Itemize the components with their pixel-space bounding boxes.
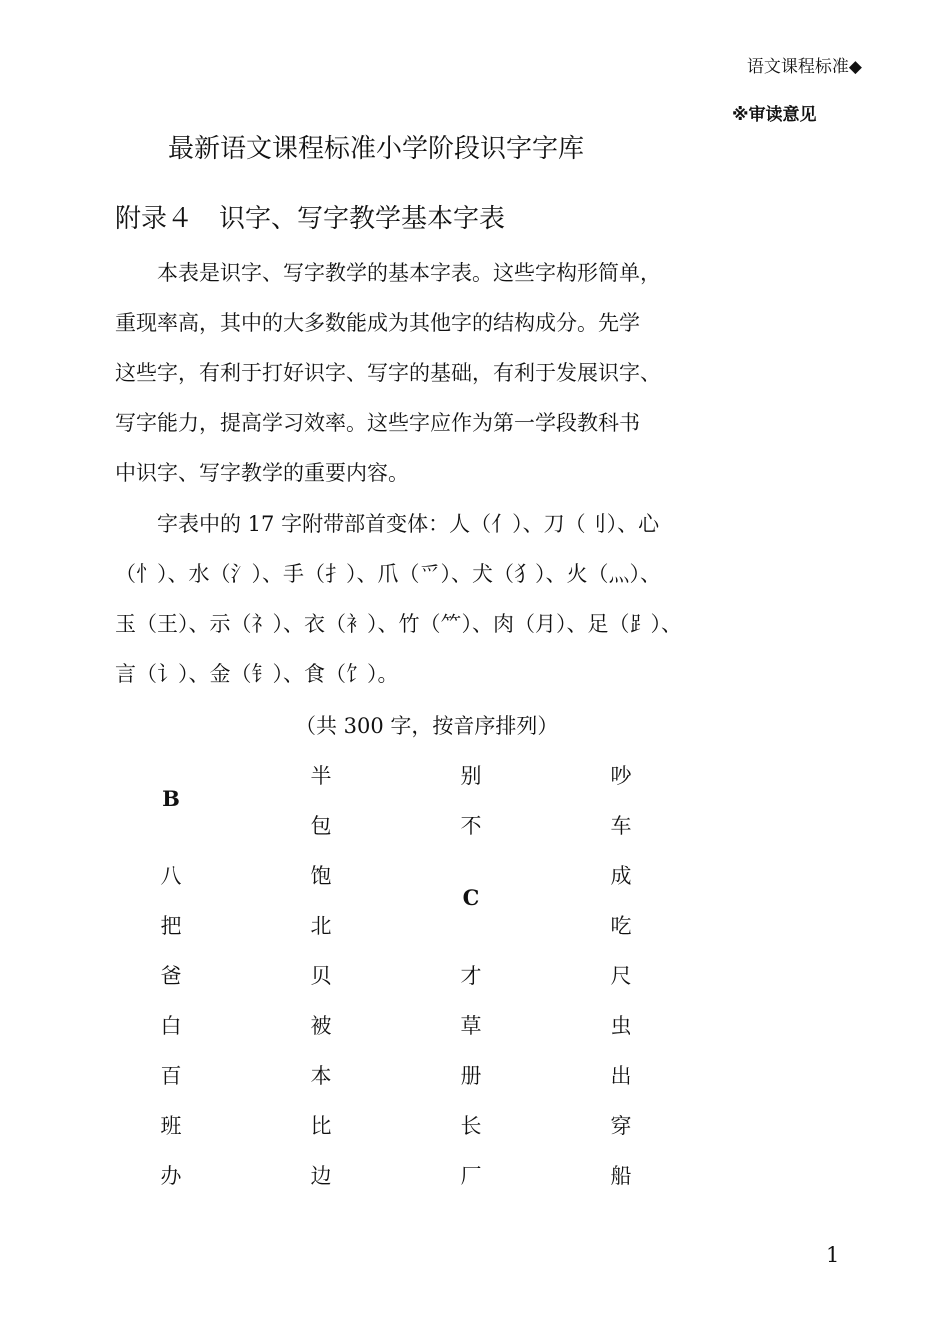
char-cell: 长 <box>460 1114 482 1138</box>
paragraph-line: 写字能力，提高学习效率。这些字应作为第一学段教科书 <box>115 411 640 435</box>
char-cell: 出 <box>610 1064 632 1088</box>
char-cell: 边 <box>310 1164 332 1188</box>
character-count-note: （共 300 字，按音序排列） <box>295 714 559 738</box>
paragraph-line: 本表是识字、写字教学的基本字表。这些字构形简单， <box>157 261 661 285</box>
paragraph-line: 中识字、写字教学的重要内容。 <box>115 461 409 485</box>
char-cell: 草 <box>460 1014 482 1038</box>
letter-heading-c: C <box>462 885 480 910</box>
char-cell: 把 <box>160 914 182 938</box>
running-header: 语文课程标准◆ <box>746 57 862 77</box>
intro-paragraph <box>115 248 695 498</box>
page-title: 最新语文课程标准小学阶段识字字库 <box>168 134 585 164</box>
char-cell: 八 <box>160 864 182 888</box>
char-cell: 贝 <box>310 964 332 988</box>
char-cell: 才 <box>460 964 482 988</box>
char-cell: 别 <box>460 764 482 788</box>
paragraph-line: 字表中的 17 字附带部首变体：人（亻）、刀（刂）、心 <box>157 512 660 536</box>
char-cell: 办 <box>160 1164 182 1188</box>
char-cell: 爸 <box>160 964 182 988</box>
section-heading: 附录４ 识字、写字教学基本字表 <box>115 204 506 234</box>
char-cell: 虫 <box>610 1014 632 1038</box>
review-note: ※审读意见 <box>732 105 817 125</box>
char-cell: 吃 <box>610 914 632 938</box>
paragraph-line: 言（讠）、金（钅）、食（饣）。 <box>115 662 399 686</box>
char-cell: 船 <box>610 1164 632 1188</box>
letter-heading-b: B <box>162 786 180 811</box>
paragraph-line: 玉（王）、示（礻）、衣（衤）、竹（⺮）、肉（月）、足（⻊）、 <box>115 612 682 636</box>
char-cell: 成 <box>610 864 632 888</box>
char-cell: 北 <box>310 914 332 938</box>
char-cell: 本 <box>310 1064 332 1088</box>
page-number: 1 <box>826 1243 840 1267</box>
char-cell: 被 <box>310 1014 332 1038</box>
char-cell: 吵 <box>610 764 632 788</box>
char-cell: 百 <box>160 1064 182 1088</box>
char-cell: 半 <box>310 764 332 788</box>
paragraph-line: 这些字，有利于打好识字、写字的基础，有利于发展识字、 <box>115 361 661 385</box>
char-cell: 包 <box>310 814 332 838</box>
char-cell: 比 <box>310 1114 332 1138</box>
char-cell: 尺 <box>610 964 632 988</box>
char-cell: 册 <box>460 1064 482 1088</box>
char-cell: 厂 <box>460 1164 482 1188</box>
char-cell: 饱 <box>310 864 332 888</box>
char-cell: 班 <box>160 1114 182 1138</box>
paragraph-line: （忄）、水（氵）、手（扌）、爪（爫）、犬（犭）、火（灬）、 <box>115 562 661 586</box>
radical-paragraph <box>115 499 695 699</box>
char-cell: 白 <box>160 1014 182 1038</box>
char-cell: 穿 <box>610 1114 632 1138</box>
char-cell: 不 <box>460 814 482 838</box>
char-cell: 车 <box>610 814 632 838</box>
paragraph-line: 重现率高，其中的大多数能成为其他字的结构成分。先学 <box>115 311 640 335</box>
